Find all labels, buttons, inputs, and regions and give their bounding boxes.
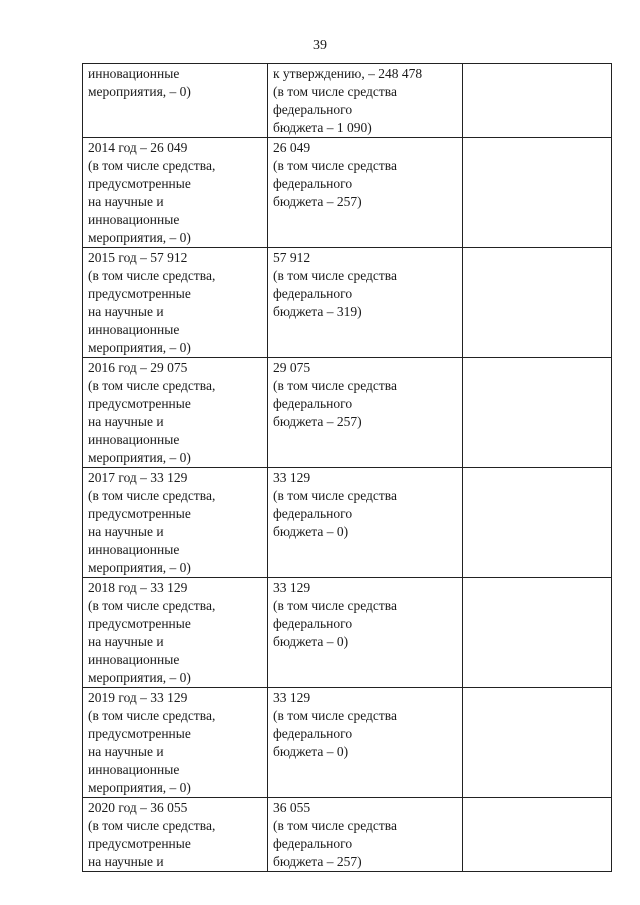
cell-text-line: инновационные [88,652,180,667]
year-total-cell [83,64,268,138]
cell-text-line: (в том числе средства, [88,378,216,393]
cell-text-line: инновационные [88,322,180,337]
cell-text-line: (в том числе средства [273,818,397,833]
cell-text-line: федерального [273,176,353,191]
cell-text-line: 29 075 [273,360,311,375]
cell-text-line: (в том числе средства, [88,158,216,173]
cell-text-line: бюджета – 0) [273,634,349,649]
cell-text-line: на научные и [88,524,164,539]
cell-text-line: (в том числе средства [273,708,397,723]
year-total-cell [83,138,268,248]
year-total-cell [83,358,268,468]
cell-text-line: предусмотренные [88,506,191,521]
federal-budget-cell [268,248,463,358]
year-total-cell [83,248,268,358]
cell-text-line: предусмотренные [88,616,191,631]
cell-text-line: инновационные [88,432,180,447]
cell-text-line: на научные и [88,194,164,209]
cell-text-line: мероприятия, – 0) [88,230,191,245]
cell-text-line: (в том числе средства [273,158,397,173]
federal-budget-cell [268,688,463,798]
cell-text-line: предусмотренные [88,396,191,411]
year-total-cell [83,798,268,872]
empty-cell [463,468,612,578]
cell-text-line: предусмотренные [88,176,191,191]
cell-text-line: бюджета – 257) [273,414,362,429]
federal-budget-cell [268,468,463,578]
cell-text-line: федерального [273,286,353,301]
empty-cell [463,138,612,248]
cell-text-line: (в том числе средства, [88,488,216,503]
cell-text-line: 57 912 [273,250,311,265]
cell-text-line: федерального [273,836,353,851]
cell-text-line: 33 129 [273,580,311,595]
cell-text-line: на научные и [88,744,164,759]
cell-text-line: мероприятия, – 0) [88,560,191,575]
budget-table-body [83,64,612,872]
cell-text-line: 2016 год – 29 075 [88,360,188,375]
cell-text-line: 33 129 [273,470,311,485]
cell-text-line: предусмотренные [88,726,191,741]
cell-text-line: 26 049 [273,140,311,155]
cell-text-line: инновационные [88,212,180,227]
federal-budget-cell [268,358,463,468]
cell-text-line: бюджета – 0) [273,524,349,539]
cell-text-line: на научные и [88,414,164,429]
federal-budget-cell [268,798,463,872]
table-row [83,578,612,688]
table-row [83,138,612,248]
cell-text-line: мероприятия, – 0) [88,340,191,355]
cell-text-line: федерального [273,102,353,117]
cell-text-line: 36 055 [273,800,311,815]
cell-text-line: мероприятия, – 0) [88,84,191,99]
cell-text-line: (в том числе средства, [88,708,216,723]
empty-cell [463,248,612,358]
empty-cell [463,798,612,872]
cell-text-line: 2015 год – 57 912 [88,250,188,265]
cell-text-line: на научные и [88,634,164,649]
cell-text-line: инновационные [88,762,180,777]
cell-text-line: инновационные [88,66,180,81]
cell-text-line: 2020 год – 36 055 [88,800,188,815]
cell-text-line: на научные и [88,304,164,319]
table-row [83,248,612,358]
cell-text-line: к утверждению, – 248 478 [273,66,423,81]
cell-text-line: федерального [273,396,353,411]
cell-text-line: на научные и [88,854,164,869]
cell-text-line: бюджета – 1 090) [273,120,372,135]
table-row [83,358,612,468]
cell-text-line: предусмотренные [88,836,191,851]
cell-text-line: (в том числе средства [273,598,397,613]
year-total-cell [83,468,268,578]
cell-text-line: бюджета – 257) [273,194,362,209]
cell-text-line: 2017 год – 33 129 [88,470,188,485]
empty-cell [463,358,612,468]
cell-text-line: федерального [273,726,353,741]
table-row [83,468,612,578]
cell-text-line: (в том числе средства [273,378,397,393]
cell-text-line: предусмотренные [88,286,191,301]
year-total-cell [83,578,268,688]
cell-text-line: (в том числе средства [273,84,397,99]
empty-cell [463,64,612,138]
table-row [83,798,612,872]
cell-text-line: (в том числе средства, [88,818,216,833]
cell-text-line: (в том числе средства [273,488,397,503]
cell-text-line: (в том числе средства [273,268,397,283]
federal-budget-cell [268,578,463,688]
cell-text-line: мероприятия, – 0) [88,670,191,685]
cell-text-line: мероприятия, – 0) [88,450,191,465]
empty-cell [463,688,612,798]
cell-text-line: федерального [273,506,353,521]
table-row [83,64,612,138]
budget-table [82,63,612,872]
table-row [83,688,612,798]
cell-text-line: мероприятия, – 0) [88,780,191,795]
federal-budget-cell [268,138,463,248]
cell-text-line: федерального [273,616,353,631]
cell-text-line: 2014 год – 26 049 [88,140,188,155]
empty-cell [463,578,612,688]
year-total-cell [83,688,268,798]
page-number: 39 [313,38,327,53]
cell-text-line: (в том числе средства, [88,268,216,283]
federal-budget-cell [268,64,463,138]
cell-text-line: 2019 год – 33 129 [88,690,188,705]
cell-text-line: 2018 год – 33 129 [88,580,188,595]
cell-text-line: бюджета – 0) [273,744,349,759]
cell-text-line: бюджета – 319) [273,304,362,319]
cell-text-line: инновационные [88,542,180,557]
cell-text-line: бюджета – 257) [273,854,362,869]
cell-text-line: (в том числе средства, [88,598,216,613]
cell-text-line: 33 129 [273,690,311,705]
